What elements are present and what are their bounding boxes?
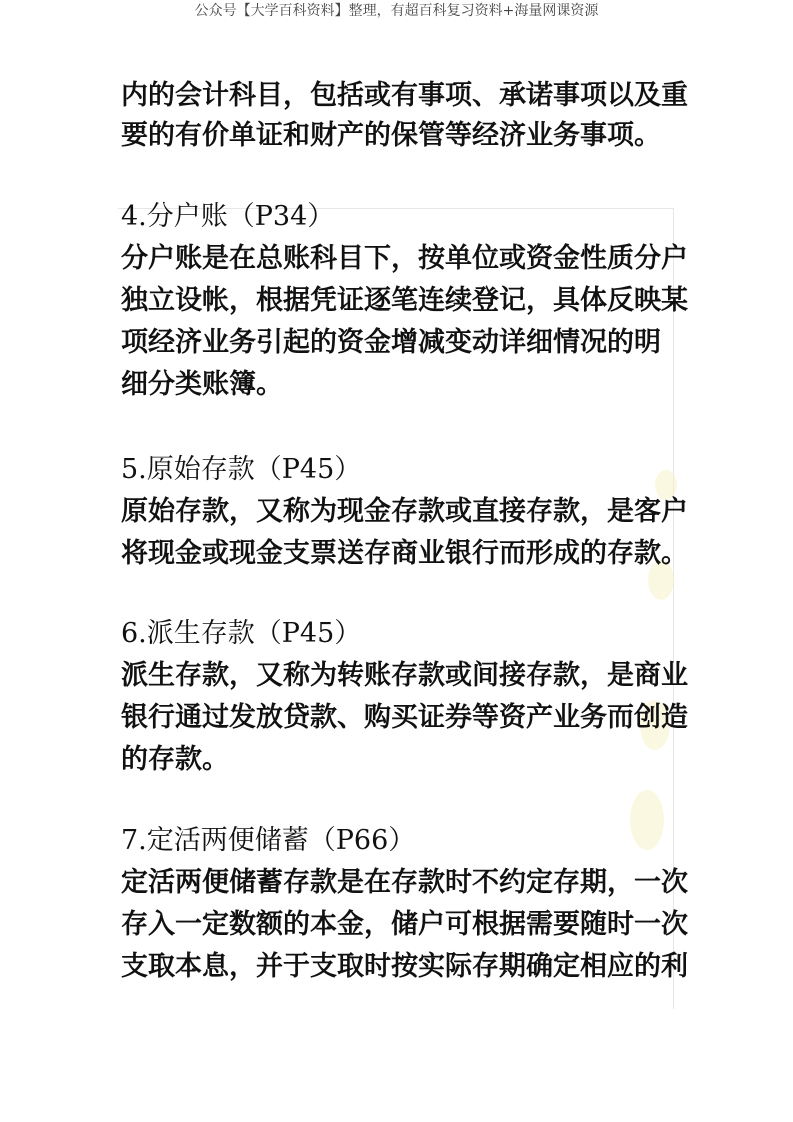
section-5 [121,449,688,575]
text-line: 原始存款，又称为现金存款或直接存款，是客户 [121,496,688,527]
text-line: 定活两便储蓄存款是在存款时不约定存期，一次 [121,867,688,898]
text-line: 要的有价单证和财产的保管等经济业务事项。 [121,120,661,151]
text-line: 的存款。 [121,744,229,775]
header-note: 公众号【大学百科资料】整理，有超百科复习资料+海量网课资源 [194,3,599,19]
text-line: 支取本息，并于支取时按实际存期确定相应的利 [121,951,688,982]
section-6 [121,613,688,781]
text-line: 派生存款，又称为转账存款或间接存款，是商业 [121,660,688,691]
text-line: 内的会计科目，包括或有事项、承诺事项以及重 [121,80,688,111]
text-line: 独立设帐，根据凭证逐笔连续登记，具体反映某 [121,285,688,316]
section-heading: 5.原始存款（P45） [121,454,362,485]
section-heading: 4.分户账（P34） [121,201,335,232]
text-line: 将现金或现金支票送存商业银行而形成的存款。 [121,538,688,569]
text-line: 银行通过发放贷款、购买证券等资产业务而创造 [121,702,688,733]
section-heading: 6.派生存款（P45） [121,618,362,649]
section-heading: 7.定活两便储蓄（P66） [121,825,416,856]
text-line: 项经济业务引起的资金增减变动详细情况的明 [121,327,661,358]
text-line: 细分类账簿。 [121,369,283,400]
section-7 [121,820,688,988]
text-line: 分户账是在总账科目下，按单位或资金性质分户 [121,243,688,274]
section-4 [121,196,688,406]
intro-paragraph [121,76,688,156]
text-line: 存入一定数额的本金，储户可根据需要随时一次 [121,909,688,940]
